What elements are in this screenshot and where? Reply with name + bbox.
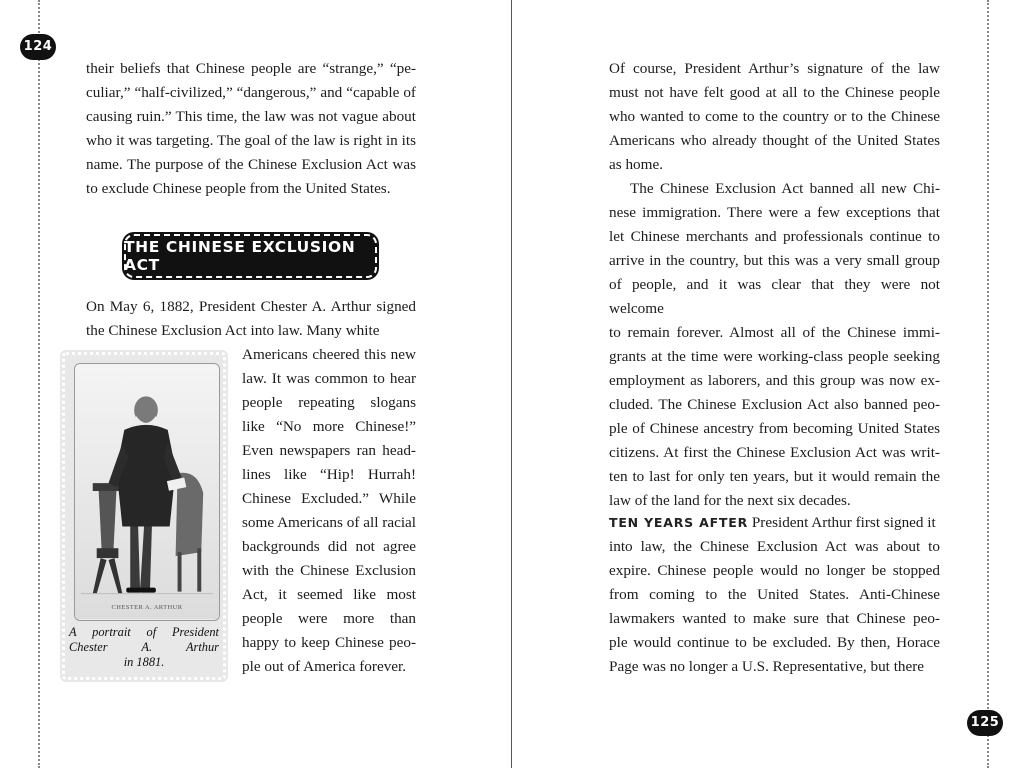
paragraph-immigration-ban [609, 177, 940, 513]
right-page-body [609, 57, 940, 513]
section-heading: THE CHINESE EXCLUSION ACT [124, 238, 356, 274]
paragraph-arthur-signature [609, 57, 940, 177]
text-line: who wanted to come to the country or to the Chinese [609, 108, 940, 125]
section-heading-badge [124, 234, 377, 278]
text-line: to exclude Chinese people from the United States. [86, 180, 391, 197]
text-line: law of the land for the next six decades. [609, 492, 851, 509]
paragraph-ten-years-after [609, 511, 940, 679]
text-line: The Chinese Exclusion Act banned all new Chi- [630, 180, 940, 197]
text-line: in 1881. [123, 655, 165, 669]
right-margin-dotted-rule [987, 0, 989, 768]
text-line: happy to keep Chinese peo- [242, 634, 416, 651]
text-line: ple of Chinese ancestry from becoming United States [609, 420, 940, 437]
intro-paragraph [86, 57, 416, 201]
text-line: Americans cheered this new [242, 346, 416, 363]
text-line: let Chinese merchants and professionals continue to [609, 228, 940, 245]
text-line: who it was targeting. The goal of the law is right in its [86, 132, 416, 149]
text-line: with the Chinese Exclusion [242, 562, 416, 579]
text-line: people were more than [242, 610, 416, 627]
text-line: culiar,” “half-civilized,” “dangerous,” and “capable of [86, 84, 416, 101]
text-line: citizens. At first the Chinese Exclusion Act was writ- [609, 444, 940, 461]
text-line: causing ruin.” This time, the law was not vague about [86, 108, 416, 125]
text-line: ten to last for only ten years, but it would remain the [609, 468, 940, 485]
text-line: Of course, President Arthur’s signature of the law [609, 60, 940, 77]
text-line: their beliefs that Chinese people are “strange,” “pe- [86, 60, 416, 77]
text-line: lawmakers wanted to make sure that Chinese peo- [609, 610, 940, 627]
run-in-heading: TEN YEARS AFTER [609, 515, 749, 530]
section-paragraph-wrapped [242, 343, 416, 679]
text-line: of people, and it was clear that they were not welcome [609, 276, 940, 317]
page-number-left: 124 [20, 34, 56, 60]
portrait-plate-label: CHESTER A. ARTHUR [111, 604, 183, 611]
text-line: law. It was common to hear [242, 370, 416, 387]
page-number-right: 125 [967, 710, 1003, 736]
section-paragraph-full-width [86, 295, 416, 343]
text-line: Page was no longer a U.S. Representative, but there [609, 658, 925, 675]
portrait-illustration [75, 364, 219, 620]
text-line: ple out of America forever. [242, 658, 407, 675]
page-gutter [511, 0, 512, 768]
text-line: On May 6, 1882, President Chester A. Arthur signed [86, 298, 416, 315]
run-in-first-line: President Arthur first signed it [751, 514, 936, 531]
text-line: backgrounds did not agree [242, 538, 416, 555]
figure-caption [69, 625, 219, 670]
text-line: people repeating slogans [242, 394, 416, 411]
text-line: Chinese Excluded.” While [242, 490, 416, 507]
text-line: Act, it seemed like most [242, 586, 416, 603]
text-line: grants at the time were working-class people seeking [609, 348, 940, 365]
text-line: name. The purpose of the Chinese Exclusion Act was [86, 156, 416, 173]
text-line: expire. Chinese people would no longer be stopped [609, 562, 940, 579]
text-line: like “No more Chinese!” [242, 418, 416, 435]
run-in-line [609, 511, 940, 535]
text-line: some Americans of all racial [242, 514, 416, 531]
text-line: the Chinese Exclusion Act into law. Many white [86, 322, 380, 339]
text-line: from coming to the United States. Anti-Chinese [609, 586, 940, 603]
text-line: cluded. The Chinese Exclusion Act also banned peo- [609, 396, 940, 413]
text-line: Chester A. Arthur [69, 640, 219, 654]
portrait-figure [62, 352, 226, 680]
text-line: Americans who already thought of the United States [609, 132, 940, 149]
text-line: to remain forever. Almost all of the Chinese immi- [609, 324, 940, 341]
portrait-image [74, 363, 220, 621]
text-line: lines like “Hip! Hurrah! [242, 466, 416, 483]
text-line: A portrait of President [69, 625, 219, 639]
text-line: arrive in the country, but this was a very small group [609, 252, 940, 269]
text-line: as home. [609, 156, 663, 173]
left-margin-dotted-rule [38, 0, 40, 768]
text-line: into law, the Chinese Exclusion Act was about to [609, 538, 940, 555]
text-line: ple would continue to be excluded. By then, Horace [609, 634, 940, 651]
text-line: must not have felt good at all to the Chinese people [609, 84, 940, 101]
text-line: Even newspapers ran head- [242, 442, 416, 459]
paragraph-ten-years-lines [609, 535, 940, 679]
text-line: employment as laborers, and this group was now ex- [609, 372, 940, 389]
text-line: nese immigration. There were a few exceptions that [609, 204, 940, 221]
